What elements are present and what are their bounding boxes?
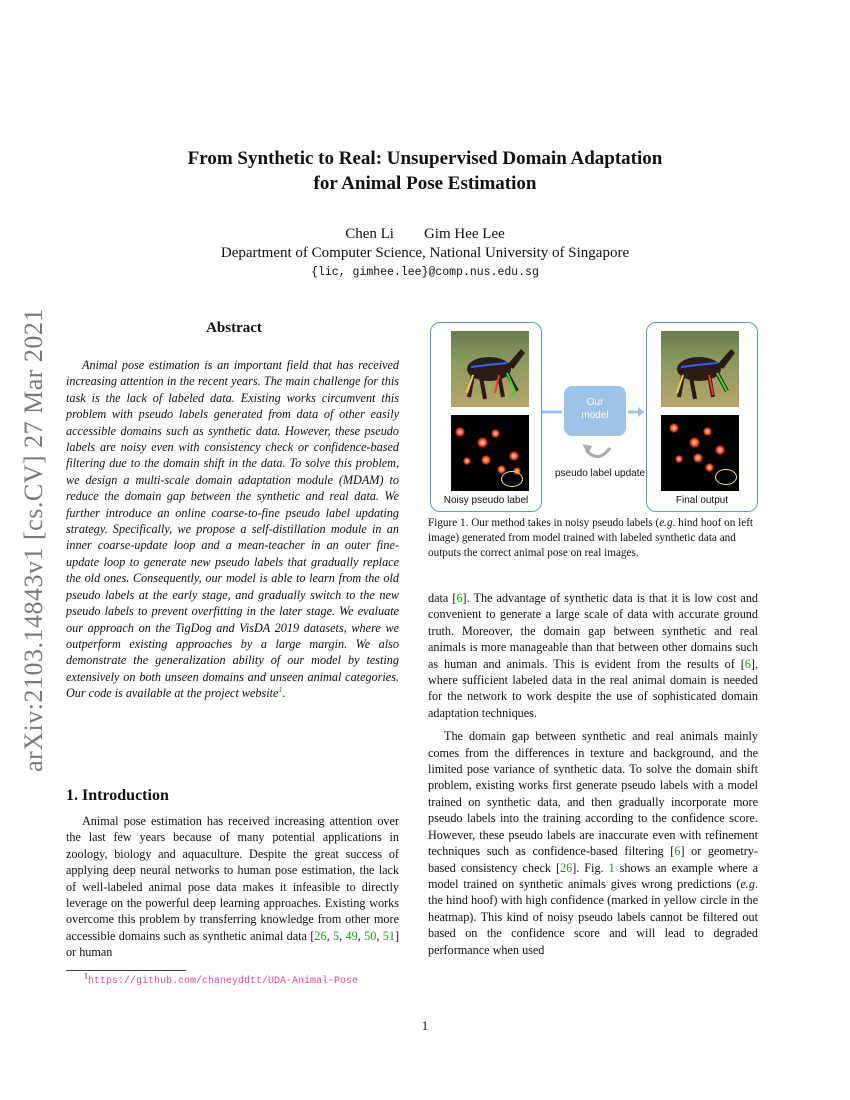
highlight-circle-final — [715, 469, 737, 485]
footnote: $^1$https://github.com/chaneyddtt/UDA-Animal-Pose — [84, 971, 359, 987]
affiliation: Department of Computer Science, National University of Singapore — [220, 245, 630, 261]
noisy-heatmap — [451, 415, 529, 491]
highlight-circle — [501, 471, 523, 487]
citation-link[interactable]: 26 — [560, 860, 573, 875]
figure-1-caption: Figure 1. Our method takes in noisy pseudo labels (e.g. hind hoof on left image) generated from model trained with labeled synthetic data and outputs the correct animal pose on real images. — [428, 517, 754, 560]
citation-link[interactable]: 6 — [744, 656, 751, 671]
final-output-panel — [646, 322, 758, 512]
pseudo-label-update-text: pseudo label update — [554, 468, 646, 479]
section-heading-introduction: 1. Introduction — [66, 787, 169, 804]
horse-pose-overlay-final — [661, 331, 739, 407]
citation-link[interactable]: 5 — [333, 928, 340, 943]
figure-link[interactable]: 1 — [608, 860, 615, 875]
final-output-caption: Final output — [675, 495, 729, 506]
update-loop-arrow — [578, 440, 618, 464]
right-column-body — [428, 590, 758, 958]
citation-link[interactable]: 26 — [314, 928, 327, 943]
paper-title-line2: for Animal Pose Estimation — [313, 173, 537, 194]
citation-link[interactable]: 6 — [456, 591, 463, 605]
horse-image-final — [661, 331, 739, 407]
arxiv-stamp — [6, 290, 62, 790]
citation-link[interactable]: 6 — [674, 844, 681, 859]
intro-body: Animal pose estimation has received increasing attention over the last few years because of many potential applications in zoology, biology and aquaculture. Despite the great success of applying deep neural networks to human pose estimation, the lack of well-labeled animal pose data makes it infeasible to directly leverage on the powerful deep learning approaches. Existing works overcome this problem by transferring knowledge from other more accessible domains such as synthetic animal data [26, 5, 49, 50, 51] or human — [66, 814, 400, 960]
email: {lic, gimhee.lee}@comp.nus.edu.sg — [311, 266, 539, 279]
page-number: 1 — [421, 1018, 429, 1033]
noisy-pseudo-label-caption: Noisy pseudo label — [443, 495, 529, 506]
citation-link[interactable]: 50 — [364, 928, 377, 943]
footnote-ref[interactable]: 1 — [278, 685, 283, 695]
horse-pose-overlay — [451, 331, 529, 407]
authors: Chen Li Gim Hee Lee — [345, 226, 505, 242]
noisy-pseudo-label-panel — [430, 322, 542, 512]
final-heatmap — [661, 415, 739, 491]
footnote-url-link[interactable]: https://github.com/chaneyddtt/UDA-Animal-Pose — [88, 976, 359, 987]
figure-1 — [428, 322, 758, 512]
citation-link[interactable]: 51 — [382, 928, 395, 943]
paper-title-line1: From Synthetic to Real: Unsupervised Domain Adaptation — [187, 148, 663, 169]
paragraph: The domain gap between synthetic and real animals mainly comes from the differences in texture and background, and the limited pose variance of synthetic data. To solve the domain shift problem, existing works first generate pseudo labels with a model trained on synthetic data, and then gradually incorporate more pseudo labels into the training according to the confidence score. However, these pseudo labels are inaccurate even with refinement techniques such as confidence-based filtering [6] or geometry-based consistency check [26]. Fig. 1 shows an example where a model trained on synthetic animals gives wrong predictions (e.g. the hind hoof) with high confidence (marked in yellow circle in the heatmap). This kind of noisy pseudo labels cannot be filtered out based on the confidence score and will lead to degraded performance when used — [428, 729, 758, 957]
horse-image — [451, 331, 529, 407]
arxiv-id: arXiv:2103.14843v1 [cs.CV] 27 Mar 2021 — [19, 308, 48, 772]
abstract-text: Animal pose estimation is an important field that has received increasing attention in the recent years. The main challenge for this task is the lack of labeled data. Existing works circumvent this problem with pseudo labels generated from data of other easily accessible domains such as synthetic data. However, these pseudo labels are noisy even with consistency check or confidence-based filtering due to the domain shift in the data. To solve this problem, we design a multi-scale domain adaptation module (MDAM) to reduce the domain gap between the synthetic and real data. We further introduce an online coarse-to-fine pseudo label updating strategy. Specifically, we propose a self-distillation module in an inner coarse-update loop and a mean-teacher in an outer fine-update loop to generate new pseudo labels that gradually replace the old ones. Consequently, our model is able to learn from the old pseudo labels at the early stage, and gradually switch to the new pseudo labels to prevent overfitting in the later stage. We evaluate our approach on the TigDog and VisDA 2019 datasets, where we outperform existing approaches by a large margin. We also demonstrate the generalization ability of our model by testing extensively on both unseen domains and unseen animal categories. Our code is available at the project website — [66, 358, 399, 701]
citation-link[interactable]: 49 — [345, 928, 358, 943]
our-model-box: Our model — [564, 386, 626, 436]
abstract-body: Animal pose estimation is an important field that has received increasing attention in the recent years. The main challenge for this task is the lack of labeled data. Existing works circumvent this problem with pseudo labels generated from data of other easily accessible domains such as synthetic data. However, these pseudo labels are noisy even with consistency check or confidence-based filtering due to the domain shift in the data. To solve this problem, we design a multi-scale domain adaptation module (MDAM) to reduce the domain gap between the synthetic and real data. We further introduce an online coarse-to-fine pseudo label updating strategy. Specifically, we propose a self-distillation module in an inner coarse-update loop and a mean-teacher in an outer fine-update loop to generate new pseudo labels that gradually replace the old ones. Consequently, our model is able to learn from the old pseudo labels at the early stage, and gradually switch to the new pseudo labels to prevent overfitting in the later stage. We evaluate our approach on the TigDog and VisDA 2019 datasets, where we outperform existing approaches by a large margin. We also demonstrate the generalization ability of our model by testing extensively on both unseen domains and unseen animal categories. Our code is available at the project website$^1$. — [66, 358, 399, 701]
abstract-heading: Abstract — [206, 320, 262, 336]
paragraph: data [6]. The advantage of synthetic data is that it is low cost and convenient to generate a large scale of data with accurate ground truth. Moreover, the domain gap between synthetic and real animals is more manageable than that between other domains such as human and animals. This is evident from the results of [6], where sufficient labeled data in the real animal domain is needed for the network to work despite the use of sophisticated domain adaptation techniques. — [428, 591, 759, 720]
arrows — [540, 402, 646, 422]
